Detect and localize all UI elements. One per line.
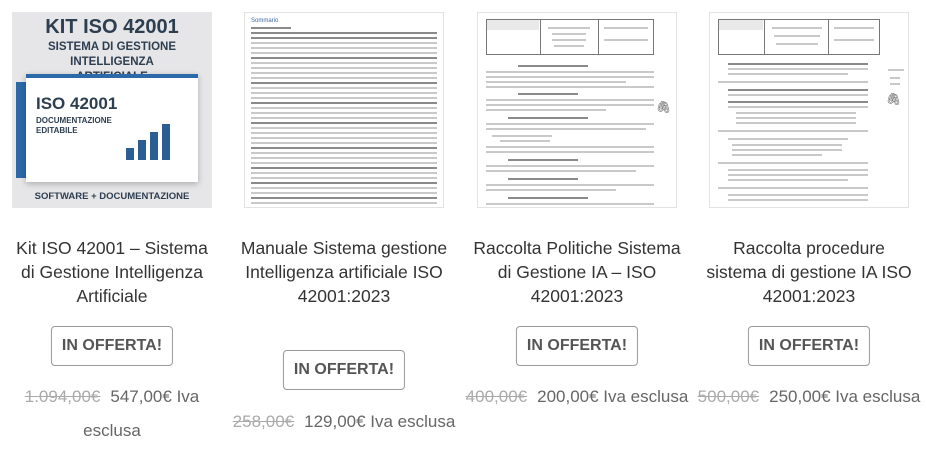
image-subheading: SISTEMA DI GESTIONE INTELLIGENZA <box>47 41 176 68</box>
product-title[interactable]: Raccolta Politiche Sistema di Gestione IA – ISO 42001:2023 <box>473 238 681 306</box>
product-card[interactable] <box>232 0 456 467</box>
sale-badge: IN OFFERTA! <box>516 326 638 366</box>
product-card[interactable] <box>12 0 212 467</box>
old-price: 500,00€ <box>697 387 760 406</box>
product-image[interactable] <box>709 12 909 208</box>
image-heading: KIT ISO 42001 <box>45 16 179 38</box>
new-price: 200,00€ Iva esclusa <box>537 387 689 406</box>
chart-icon <box>126 120 186 160</box>
new-price: 547,00€ Iva esclusa <box>83 387 200 440</box>
toc-heading: Sommario <box>251 18 279 24</box>
product-box <box>26 74 198 182</box>
paperclip-icon: 🖇 <box>886 92 902 106</box>
product-price <box>230 405 458 439</box>
product-card[interactable] <box>465 0 689 467</box>
box-title: ISO 42001 <box>36 94 118 113</box>
product-card[interactable] <box>697 0 921 467</box>
product-price <box>463 380 691 414</box>
product-price <box>695 380 923 414</box>
sale-badge: IN OFFERTA! <box>748 326 870 366</box>
product-price <box>0 380 226 448</box>
product-title[interactable]: Manuale Sistema gestione Intelligenza artificiale ISO 42001:2023 <box>240 238 448 306</box>
product-image[interactable] <box>477 12 677 208</box>
product-image[interactable] <box>244 12 444 208</box>
sale-badge: IN OFFERTA! <box>283 350 405 390</box>
old-price: 400,00€ <box>465 387 528 406</box>
sale-badge: IN OFFERTA! <box>51 326 173 366</box>
old-price: 258,00€ <box>232 412 295 431</box>
product-image[interactable] <box>12 12 212 208</box>
new-price: 250,00€ Iva esclusa <box>769 387 921 406</box>
new-price: 129,00€ Iva esclusa <box>304 412 456 431</box>
old-price: 1.094,00€ <box>24 387 101 406</box>
paperclip-icon: 🖇 <box>656 100 672 114</box>
image-footer: SOFTWARE + DOCUMENTAZIONE <box>34 191 190 202</box>
box-subtitle: DOCUMENTAZIONE EDITABILE <box>36 116 112 135</box>
product-title[interactable]: Raccolta procedure sistema di gestione IA ISO 42001:2023 <box>706 238 912 306</box>
product-title[interactable]: Kit ISO 42001 – Sistema di Gestione Intelligenza Artificiale <box>16 238 208 306</box>
